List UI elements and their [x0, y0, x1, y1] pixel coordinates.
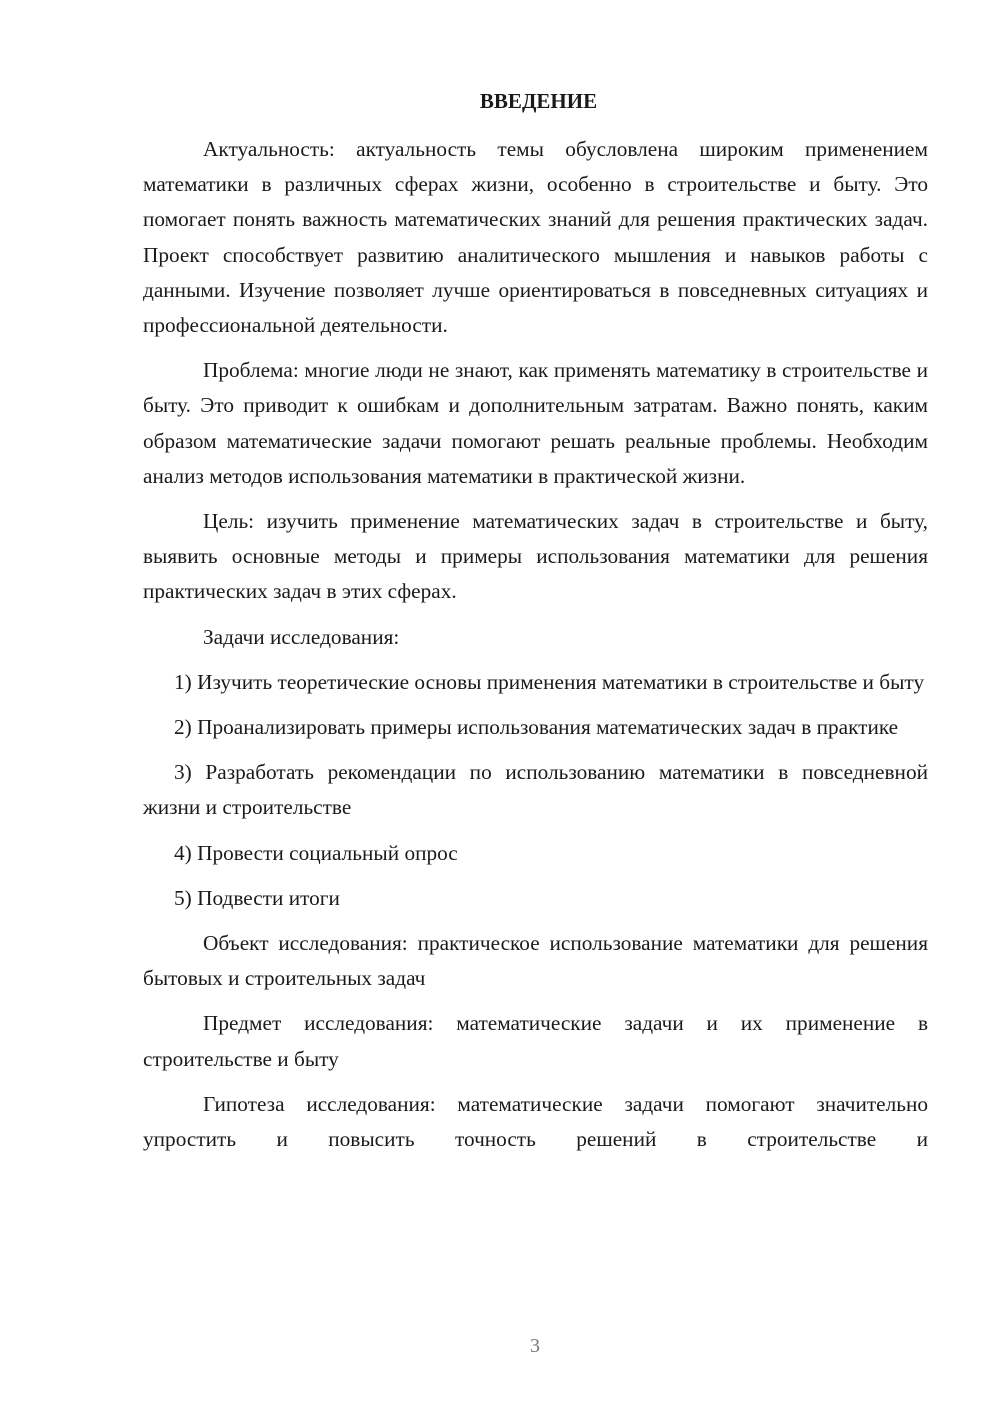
page-number: 3 [530, 1335, 540, 1357]
task-item-4: 4) Провести социальный опрос [174, 840, 458, 865]
task-item-3: 3) Разработать рекомендации по использованию математики в повседневной жизни и строительстве [143, 760, 928, 820]
relevance-paragraph: Актуальность: актуальность темы обусловлена широким применением математики в различных сферах жизни, особенно в строительстве и быту. Это помогает понять важность математических знаний для решения практических задач. Проект способствует развитию аналитического мышления и навыков работы с данными. Изучение позволяет лучше ориентироваться в повседневных ситуациях и профессиональной деятельности. [143, 137, 928, 338]
problem-paragraph: Проблема: многие люди не знают, как применять математику в строительстве и быту. Это приводит к ошибкам и дополнительным затратам. Важно понять, каким образом математические задачи помогают решать реальные проблемы. Необходим анализ методов использования математики в практической жизни. [143, 358, 928, 488]
tasks-heading: Задачи исследования: [203, 624, 400, 649]
section-title: ВВЕДЕНИЕ [479, 89, 598, 113]
task-item-2: 2) Проанализировать примеры использования математических задач в практике [174, 715, 899, 740]
subject-paragraph: Предмет исследования: математические задачи и их применение в строительстве и быту [143, 1011, 928, 1071]
task-item-5: 5) Подвести итоги [174, 885, 340, 910]
document-page [143, 88, 928, 1167]
hypothesis-paragraph: Гипотеза исследования: математические задачи помогают значительно упростить и повысить точность решений в строительстве и [143, 1091, 928, 1152]
goal-paragraph: Цель: изучить применение математических задач в строительстве и быту, выявить основные методы и примеры использования математики для решения практических задач в этих сферах. [143, 509, 928, 604]
task-item-1: 1) Изучить теоретические основы применения математики в строительстве и быту [174, 669, 925, 694]
object-paragraph: Объект исследования: практическое использование математики для решения бытовых и строительных задач [143, 931, 928, 991]
